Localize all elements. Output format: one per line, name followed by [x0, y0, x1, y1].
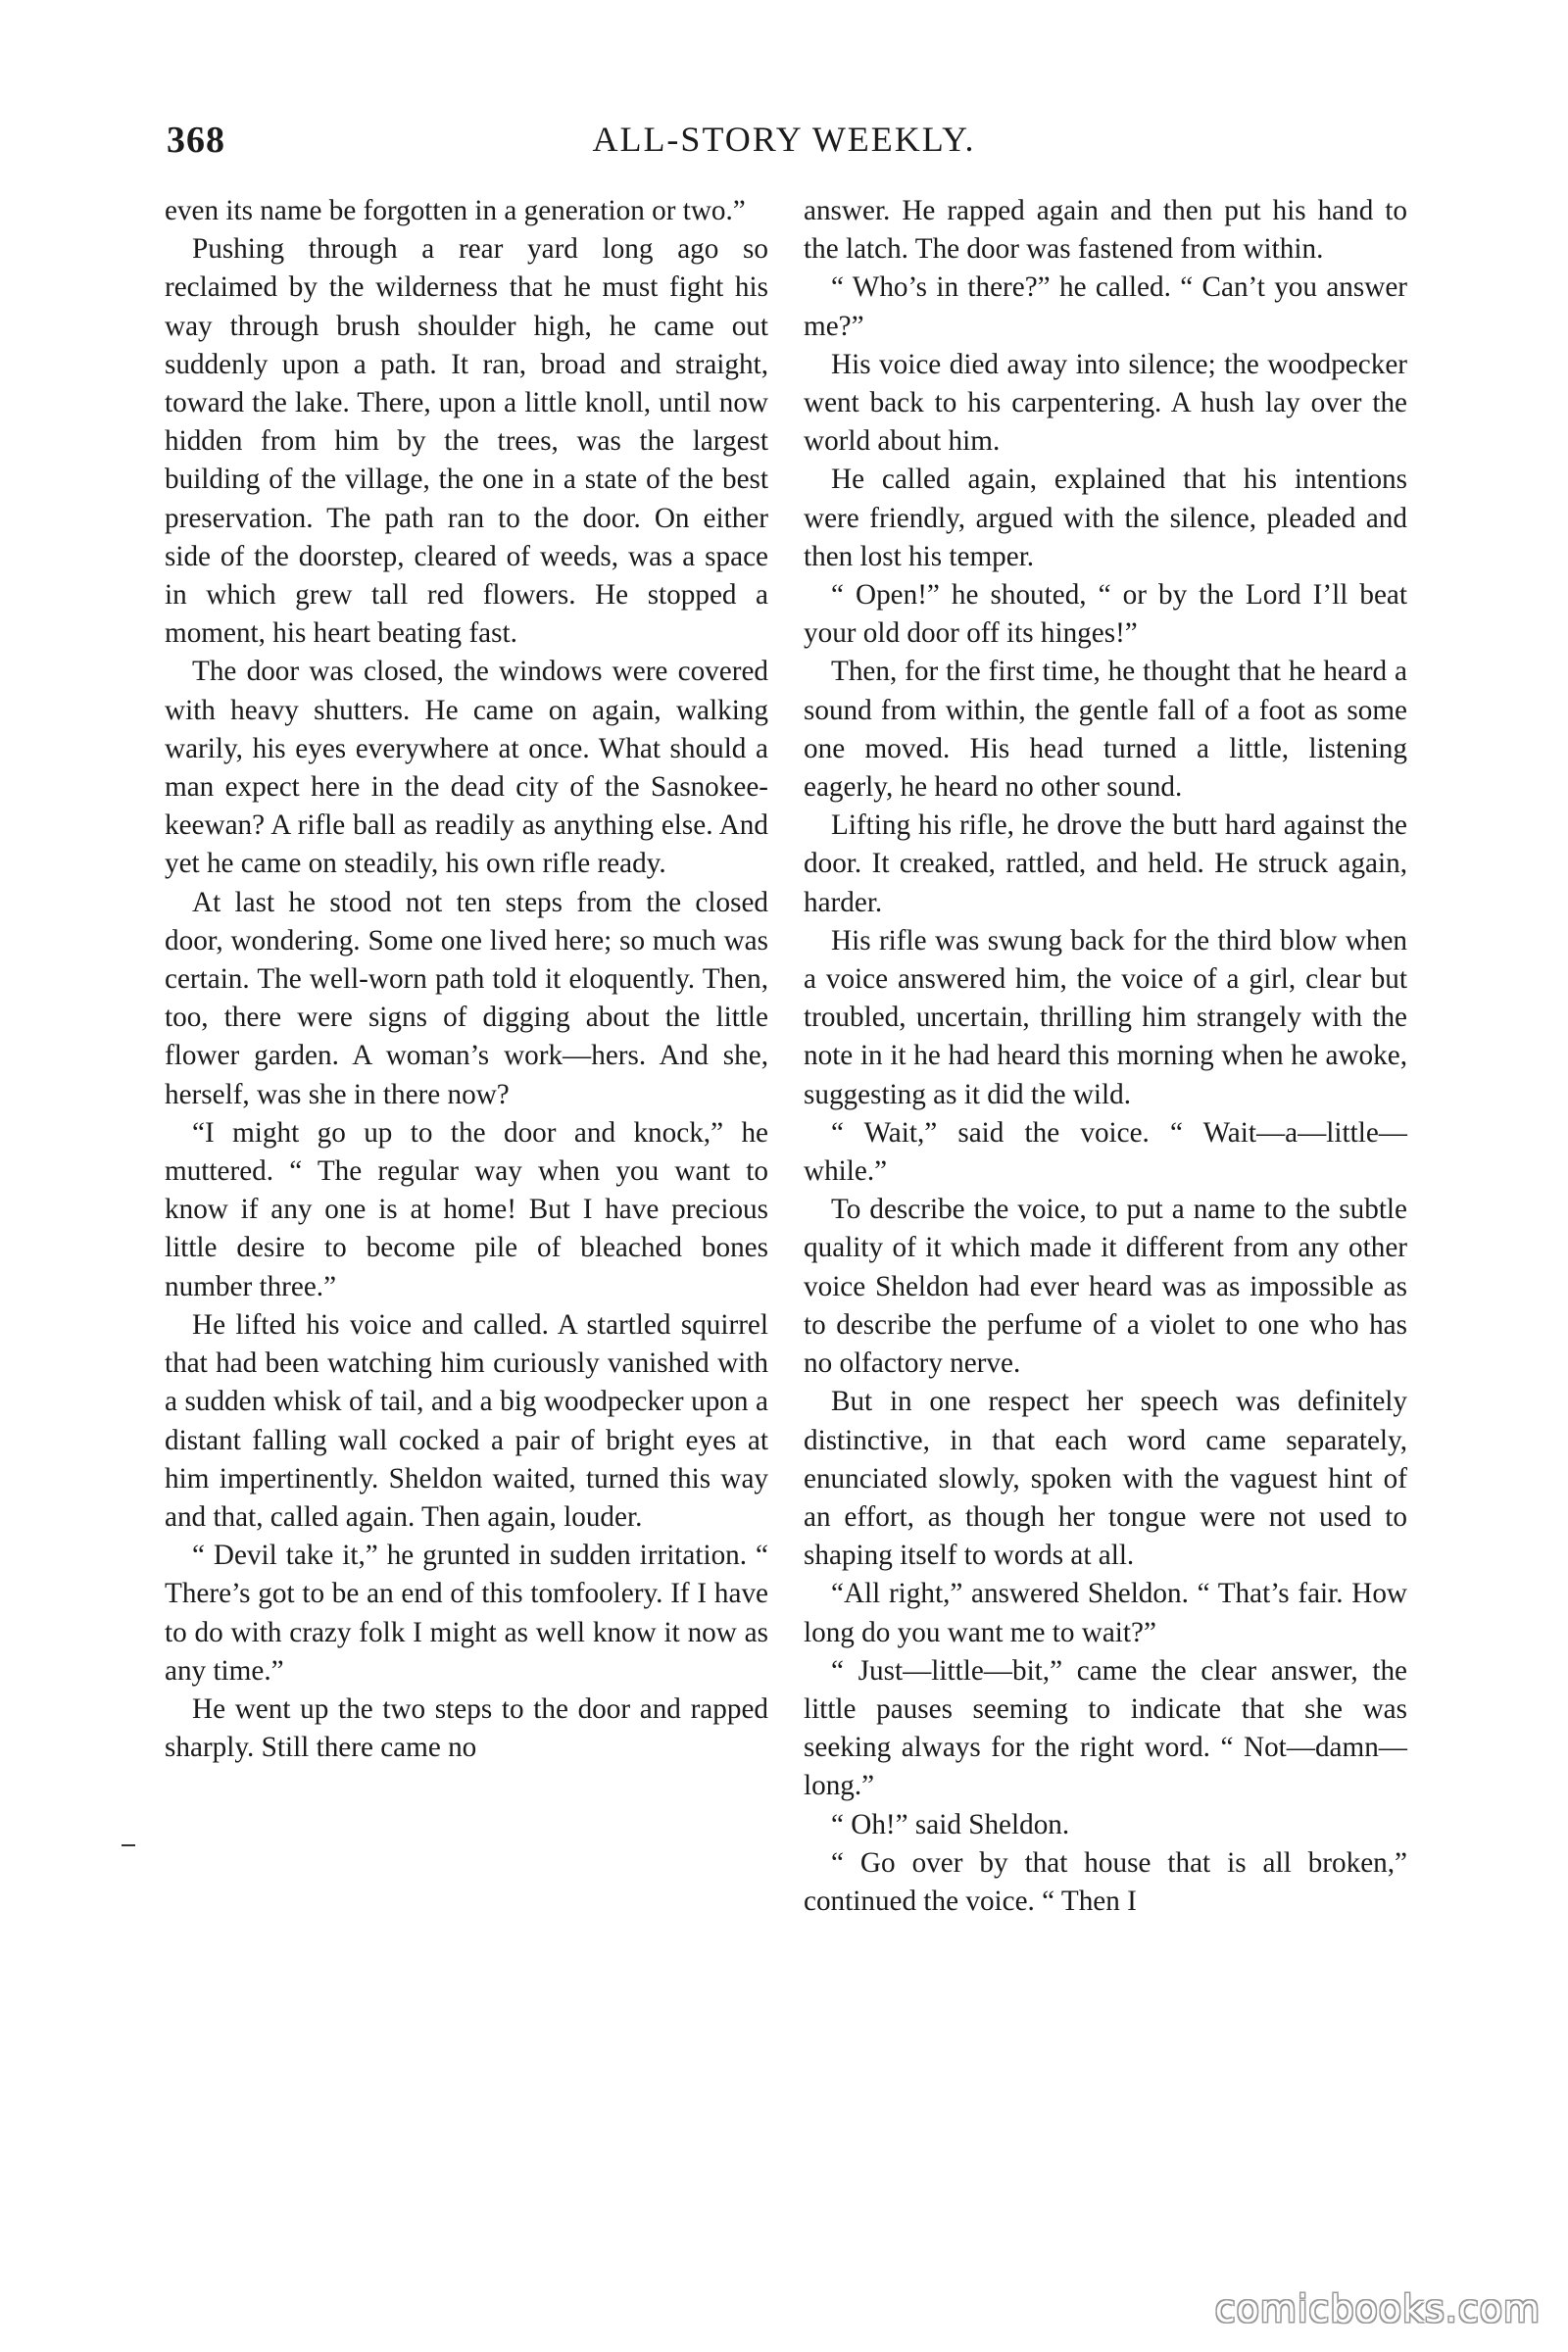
page-number: 368 [167, 120, 225, 161]
running-head: ALL-STORY WEEKLY. [592, 120, 976, 159]
paragraph: answer. He rapped again and then put his hand to the latch. The door was fastened from within. [804, 195, 1407, 266]
paragraph: “ Devil take it,” he grunted in sudden irritation. “ There’s got to be an end of this tomfoolery. If I have to do with crazy folk I might as well know it now as any time.” [165, 1540, 768, 1687]
paragraph: “ Oh!” said Sheldon. [831, 1808, 1070, 1840]
paragraph: even its name be forgotten in a generation or two.” [165, 195, 746, 226]
paragraph: “ Open!” he shouted, “ or by the Lord I’ll beat your old door off its hinges!” [804, 579, 1407, 650]
paragraph: He went up the two steps to the door and rapped sharply. Still there came no [165, 1692, 768, 1764]
paragraph: To describe the voice, to put a name to the subtle quality of it which made it different from any other voice Sheldon had ever heard was as impossible as to describe the perfume of a violet to one who has no olfactory nerve. [804, 1194, 1407, 1380]
margin-mark [122, 1844, 135, 1846]
paragraph: His voice died away into silence; the woodpecker went back to his carpentering. A hush lay over the world about him. [804, 348, 1407, 458]
site-watermark: comicbooks.com [1214, 2287, 1541, 2330]
paragraph: He called again, explained that his intentions were friendly, argued with the silence, pleaded and then lost his temper. [804, 464, 1407, 572]
paragraph: “All right,” answered Sheldon. “ That’s fair. How long do you want me to wait?” [804, 1578, 1407, 1648]
paragraph: Then, for the first time, he thought that he heard a sound from within, the gentle fall of a foot as some one moved. His head turned a little, listening eagerly, he heard no other sound. [804, 656, 1407, 804]
paragraph: “I might go up to the door and knock,” he muttered. “ The regular way when you want to know if any one is at home! But I have precious little desire to become pile of bleached bones number three.” [165, 1116, 768, 1302]
paragraph: “ Who’s in there?” he called. “ Can’t you answer me?” [804, 271, 1407, 342]
paragraph: “ Go over by that house that is all broken,” continued the voice. “ Then I [804, 1846, 1407, 1917]
paragraph: The door was closed, the windows were covered with heavy shutters. He came on again, walking warily, his eyes everywhere at once. What should a man expect here in the dead city of the Sasnokee-keewan? A rifle ball as readily as anything else. And yet he came on steadily, his own rifle ready. [165, 656, 768, 880]
paragraph: Pushing through a rear yard long ago so reclaimed by the wilderness that he must fight his way through brush shoulder high, he came out suddenly upon a path. It ran, broad and straight, toward the lake. There, upon a little knoll, until now hidden from him by the trees, was the largest building of the village, the one in a state of the best preservation. The path ran to the door. On either side of the doorstep, cleared of weeds, was a space in which grew tall red flowers. He stopped a moment, his heart beating fast. [165, 233, 768, 650]
paragraph: His rifle was swung back for the third blow when a voice answered him, the voice of a girl, clear but troubled, uncertain, thrilling him strangely with the note in it he had heard this morning when he awoke, suggesting as it did the wild. [804, 924, 1407, 1110]
paragraph: But in one respect her speech was definitely distinctive, in that each word came separately, enunciated slowly, spoken with the vaguest hint of an effort, as though her tongue were not used to shaping itself to words at all. [804, 1386, 1407, 1572]
paragraph: He lifted his voice and called. A startled squirrel that had been watching him curiously vanished with a sudden whisk of tail, and a big woodpecker upon a distant falling wall cocked a pair of bright eyes at him impertinently. Sheldon waited, turned this way and that, called again. Then again, louder. [165, 1308, 768, 1533]
paragraph: “ Just—little—bit,” came the clear answer, the little pauses seeming to indicate that she was seeking always for the right word. “ Not—damn—long.” [804, 1654, 1407, 1802]
paragraph: At last he stood not ten steps from the closed door, wondering. Some one lived here; so much was certain. The well-worn path told it eloquently. Then, too, there were signs of digging about the little flower garden. A woman’s work—hers. And she, herself, was she in there now? [165, 886, 768, 1110]
right-column [804, 192, 1407, 1921]
left-column [165, 192, 768, 1767]
paragraph: “ Wait,” said the voice. “ Wait—a—little—while.” [804, 1116, 1407, 1188]
paragraph: Lifting his rifle, he drove the butt hard against the door. It creaked, rattled, and held. He struck again, harder. [804, 809, 1407, 918]
